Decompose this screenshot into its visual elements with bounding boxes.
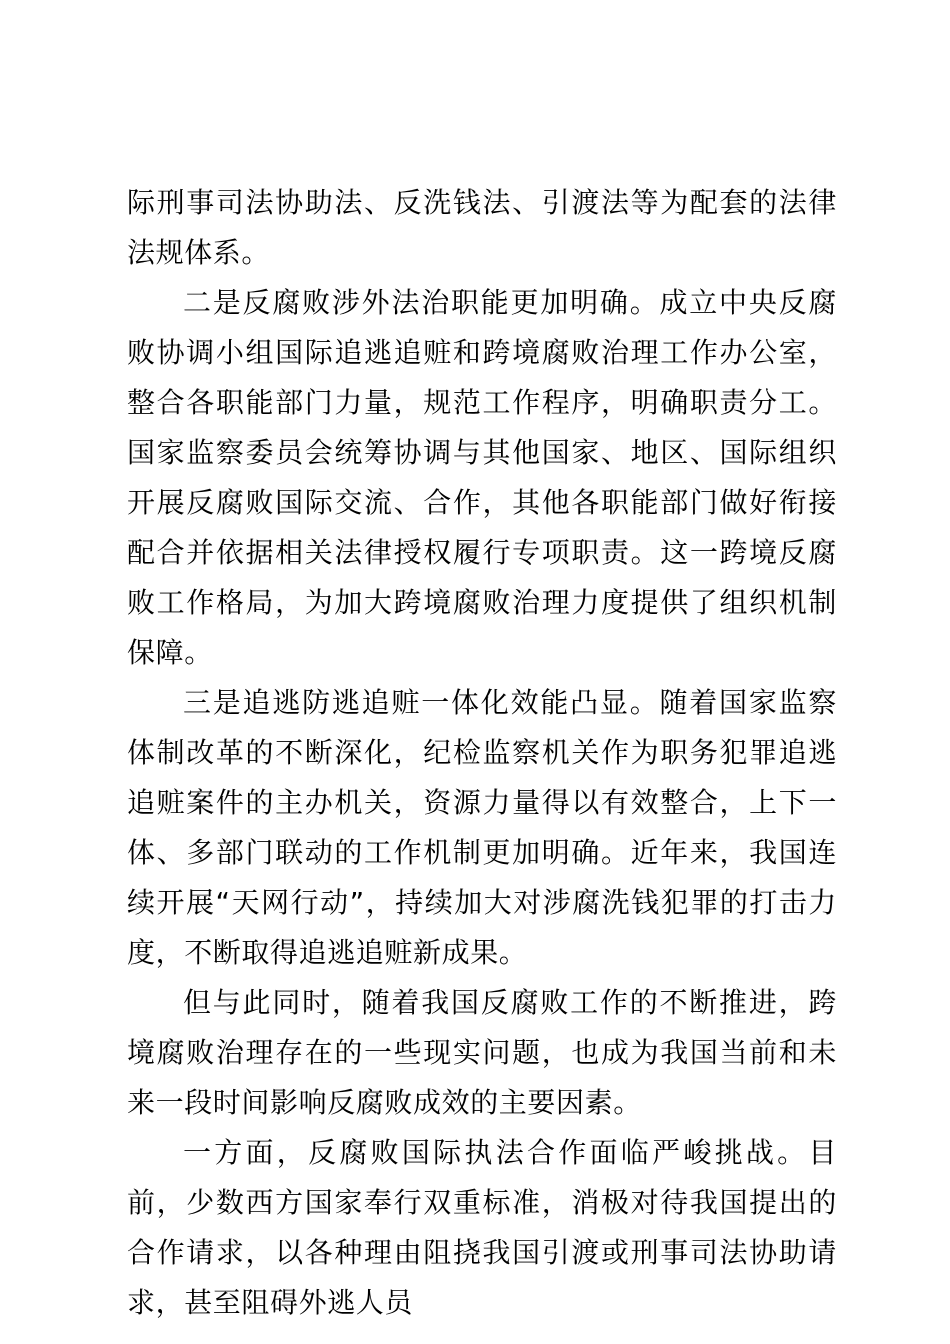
- paragraph-continuation: 际刑事司法协助法、反洗钱法、引渡法等为配套的法律法规体系。: [127, 186, 837, 269]
- document-body: [127, 178, 837, 1328]
- paragraph-point-two: 二是反腐败涉外法治职能更加明确。成立中央反腐败协调小组国际追逃追赃和跨境腐败治理工作办公室，整合各职能部门力量，规范工作程序，明确职责分工。国家监察委员会统筹协调与其他国家、地区、国际组织开展反腐败国际交流、合作，其他各职能部门做好衔接配合并依据相关法律授权履行专项职责。这一跨境反腐败工作格局，为加大跨境腐败治理力度提供了组织机制保障。: [127, 286, 837, 669]
- paragraph-problems-intro: 但与此同时，随着我国反腐败工作的不断推进，跨境腐败治理存在的一些现实问题，也成为我国当前和未来一段时间影响反腐败成效的主要因素。: [127, 986, 837, 1119]
- paragraph-point-three: 三是追逃防逃追赃一体化效能凸显。随着国家监察体制改革的不断深化，纪检监察机关作为职务犯罪追逃追赃案件的主办机关，资源力量得以有效整合，上下一体、多部门联动的工作机制更加明确。近年来，我国连续开展“天网行动”，持续加大对涉腐洗钱犯罪的打击力度，不断取得追逃追赃新成果。: [127, 686, 837, 969]
- paragraph-first-aspect: 一方面，反腐败国际执法合作面临严峻挑战。目前，少数西方国家奉行双重标准，消极对待我国提出的合作请求，以各种理由阻挠我国引渡或刑事司法协助请求，甚至阻碍外逃人员: [127, 1136, 837, 1319]
